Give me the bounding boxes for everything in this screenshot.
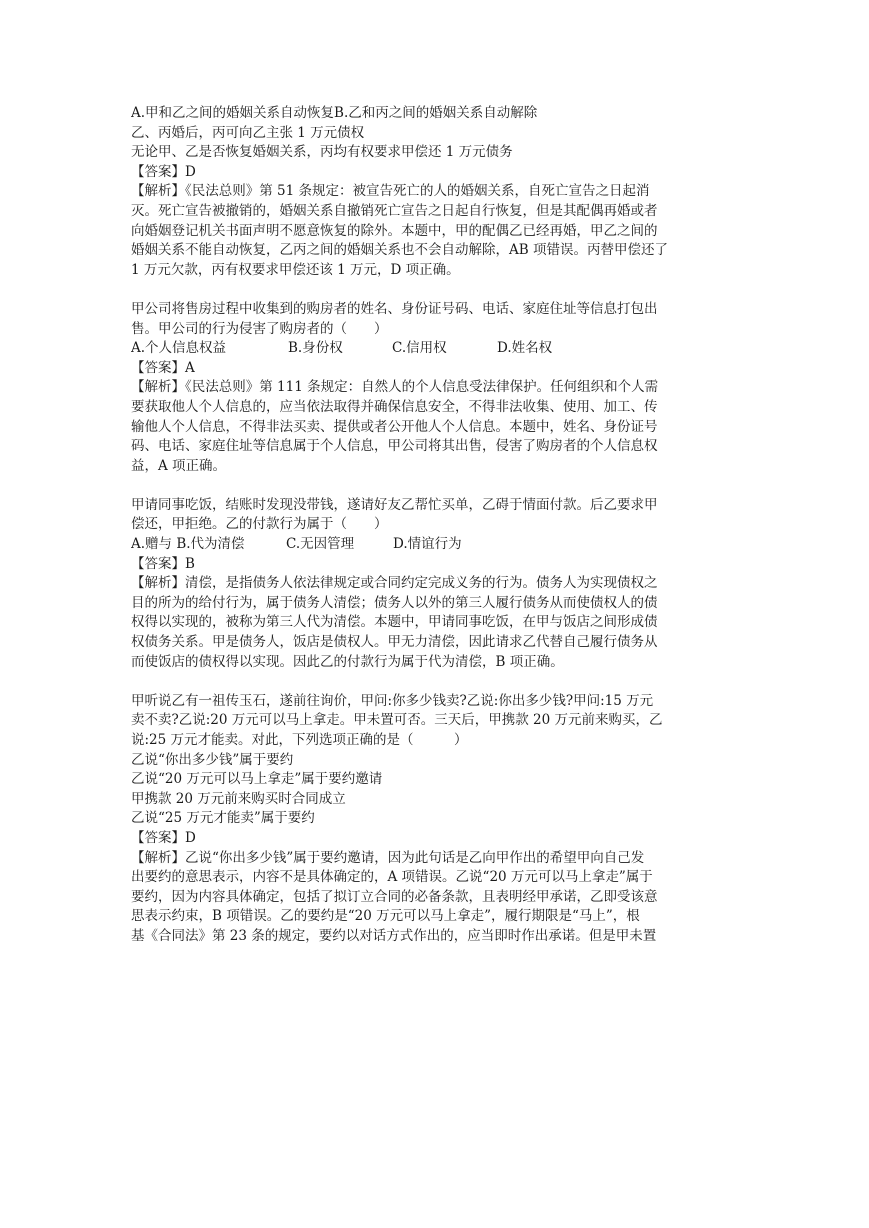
option-line: 无论甲、乙是否恢复婚姻关系，丙均有权要求甲偿还 1 万元债务	[131, 144, 513, 161]
analysis-line: 【解析】乙说“你出多少钱”属于要约邀请，因为此句话是乙向甲作出的希望甲向自己发	[131, 849, 645, 866]
paragraph-gap	[131, 476, 743, 496]
answer-line: 【答案】D	[131, 163, 196, 180]
option-b: B.身份权	[288, 340, 343, 357]
analysis-line: 思表示约束，B 项错误。乙的要约是“20 万元可以马上拿走”，履行期限是“马上”，根	[131, 908, 640, 925]
paragraph-gap	[131, 672, 743, 692]
question-stem-line: 偿还，甲拒绝。乙的付款行为属于（ ）	[131, 516, 388, 533]
option-d: D.姓名权	[497, 340, 553, 357]
question-stem-line: 甲公司将售房过程中收集到的购房者的姓名、身份证号码、电话、家庭住址等信息打包出	[131, 300, 658, 317]
option-d: D.情谊行为	[393, 536, 462, 553]
analysis-line: 目的所为的给付行为，属于债务人清偿；债务人以外的第三人履行债务从而使债权人的债	[131, 594, 658, 611]
option-c: C.无因管理	[286, 536, 355, 553]
choice-line: 乙说“20 万元可以马上拿走”属于要约邀请	[131, 771, 383, 788]
option-line: A.甲和乙之间的婚姻关系自动恢复B.乙和丙之间的婚姻关系自动解除	[131, 105, 538, 121]
analysis-line: 码、电话、家庭住址等信息属于个人信息，甲公司将其出售，侵害了购房者的个人信息权	[131, 438, 658, 455]
answer-line: 【答案】D	[131, 829, 196, 846]
analysis-line: 出要约的意思表示，内容不是具体确定的，A 项错误。乙说“20 万元可以马上拿走”属于	[131, 869, 653, 886]
options-row	[131, 535, 743, 555]
analysis-line: 权得以实现的，被称为第三人代为清偿。本题中，甲请同事吃饭，在甲与饭店之间形成债	[131, 614, 658, 631]
option-c: C.信用权	[392, 340, 447, 357]
question-stem-line: 甲请同事吃饭，结账时发现没带钱，遂请好友乙帮忙买单，乙碍于情面付款。后乙要求甲	[131, 496, 658, 513]
analysis-line: 输他人个人信息，不得非法买卖、提供或者公开他人个人信息。本题中，姓名、身份证号	[131, 418, 658, 435]
analysis-line: 基《合同法》第 23 条的规定，要约以对话方式作出的，应当即时作出承诺。但是甲未置	[131, 927, 657, 944]
choice-line: 甲携款 20 万元前来购买时合同成立	[131, 790, 346, 807]
analysis-line: 而使饭店的债权得以实现。因此乙的付款行为属于代为清偿，B 项正确。	[131, 653, 564, 670]
question-4	[131, 692, 743, 947]
question-stem-line: 甲听说乙有一祖传玉石，遂前往询价，甲问:你多少钱卖?乙说:你出多少钱?甲问:15 万元	[131, 692, 654, 709]
analysis-line: 婚姻关系不能自动恢复，乙丙之间的婚姻关系也不会自动解除，AB 项错误。丙替甲偿还了	[131, 242, 668, 259]
choice-line: 乙说“你出多少钱”属于要约	[131, 751, 294, 768]
question-3	[131, 496, 743, 672]
choice-line: 乙说“25 万元才能卖”属于要约	[131, 810, 315, 827]
analysis-line: 向婚姻登记机关书面声明不愿意恢复的除外。本题中，甲的配偶乙已经再婚，甲乙之间的	[131, 222, 658, 239]
option-a: A.个人信息权益	[131, 340, 227, 357]
question-stem-line: 售。甲公司的行为侵害了购房者的（ ）	[131, 320, 388, 337]
answer-line: 【答案】B	[131, 555, 195, 572]
analysis-line: 1 万元欠款，丙有权要求甲偿还该 1 万元，D 项正确。	[131, 261, 460, 278]
question-stem-line: 说:25 万元才能卖。对此，下列选项正确的是（ ）	[131, 732, 468, 748]
analysis-line: 灭。死亡宣告被撤销的，婚姻关系自撤销死亡宣告之日起自行恢复，但是其配偶再婚或者	[131, 202, 658, 219]
question-2	[131, 300, 743, 476]
analysis-line: 要获取他人个人信息的，应当依法取得并确保信息安全，不得非法收集、使用、加工、传	[131, 398, 658, 415]
analysis-line: 权债务关系。甲是债务人，饭店是债权人。甲无力清偿，因此请求乙代替自己履行债务从	[131, 634, 658, 651]
option-line: 乙、丙婚后，丙可向乙主张 1 万元债权	[131, 124, 365, 141]
question-1	[131, 104, 743, 280]
analysis-line: 【解析】《民法总则》第 51 条规定：被宣告死亡的人的婚姻关系，自死亡宣告之日起消	[131, 183, 650, 200]
paragraph-gap	[131, 280, 743, 300]
analysis-line: 【解析】《民法总则》第 111 条规定：自然人的个人信息受法律保护。任何组织和个人需	[131, 379, 659, 396]
answer-line: 【答案】A	[131, 359, 195, 376]
analysis-line: 要约，因为内容具体确定，包括了拟订立合同的必备条款，且表明经甲承诺，乙即受该意	[131, 888, 658, 905]
document-body	[131, 104, 743, 947]
analysis-line: 益，A 项正确。	[131, 457, 227, 474]
option-a-b: A.赠与 B.代为清偿	[131, 536, 245, 553]
analysis-line: 【解析】清偿，是指债务人依法律规定或合同约定完成义务的行为。债务人为实现债权之	[131, 575, 658, 592]
options-row	[131, 339, 743, 359]
question-stem-line: 卖不卖?乙说:20 万元可以马上拿走。甲未置可否。三天后，甲携款 20 万元前来购买，乙	[131, 712, 663, 729]
